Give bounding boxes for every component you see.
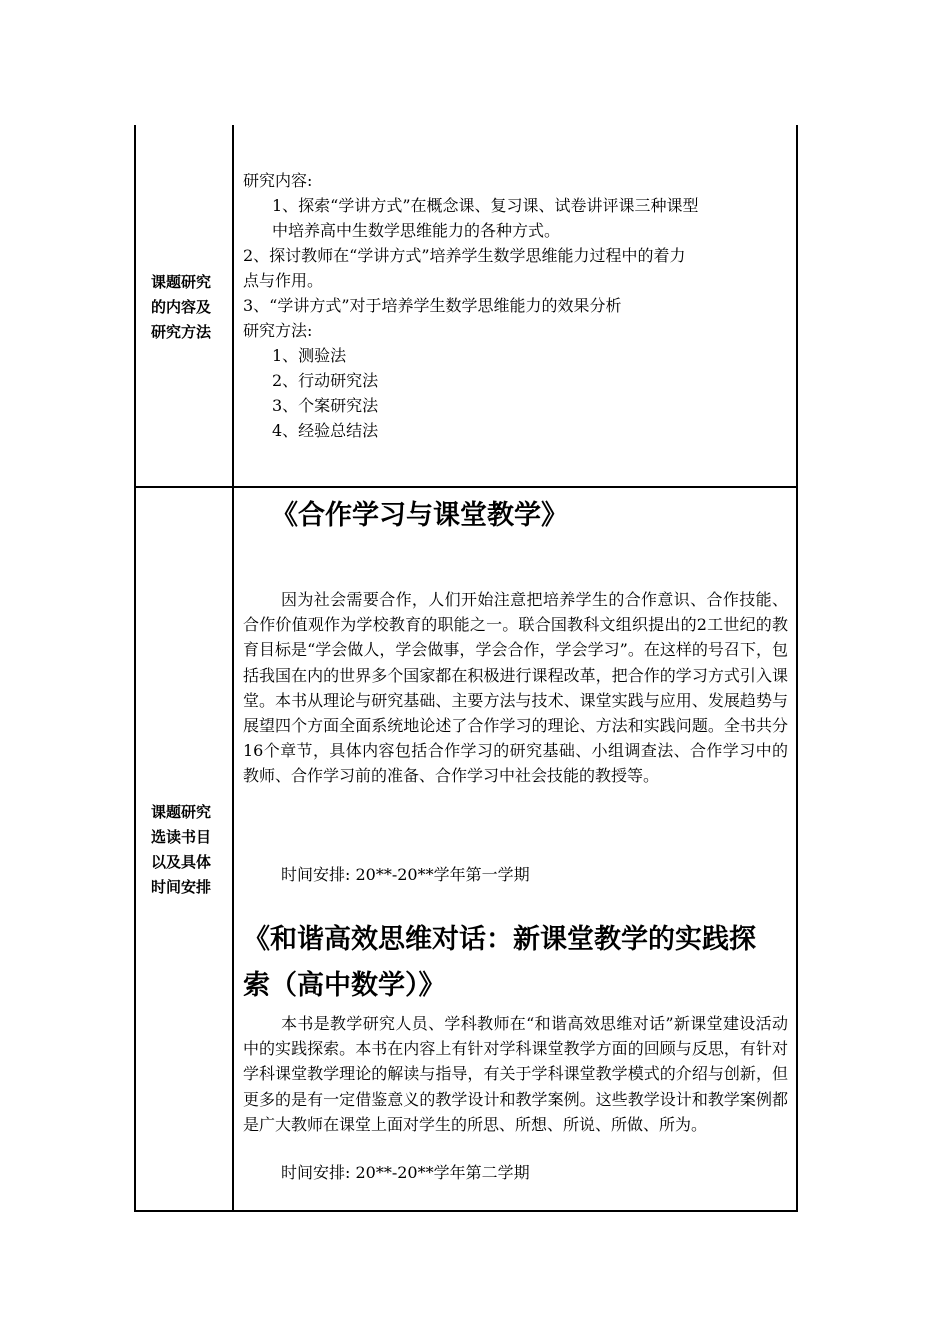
research-content-item-cont: 点与作用。	[243, 271, 324, 290]
row1-label-line: 研究方法	[150, 323, 211, 341]
row2-label-line: 选读书目	[150, 828, 211, 846]
research-method-item: 4、经验总结法	[272, 421, 379, 440]
table-bottom-border	[134, 1210, 798, 1212]
row2-label-line: 时间安排	[150, 878, 211, 896]
book1-schedule: 时间安排: 20**-20**学年第一学期	[281, 865, 530, 884]
row2-label-line: 以及具体	[150, 853, 211, 871]
table-right-border	[796, 125, 798, 1212]
research-content-heading: 研究内容:	[243, 171, 313, 190]
research-content-item: 1、探索“学讲方式”在概念课、复习课、试卷讲评课三种课型	[272, 196, 699, 215]
research-content-cell	[243, 168, 788, 443]
book2-title-line1: 《和谐高效思维对话：新课堂教学的实践探	[243, 924, 756, 955]
research-content-item: 3、“学讲方式”对于培养学生数学思维能力的效果分析	[243, 296, 622, 315]
book2-title-line2: 索（高中数学）》	[243, 970, 446, 1001]
research-content-item-cont: 中培养高中生数学思维能力的各种方式。	[272, 221, 561, 240]
research-content-item: 2、探讨教师在“学讲方式”培养学生数学思维能力过程中的着力	[243, 246, 686, 265]
research-method-item: 2、行动研究法	[272, 371, 379, 390]
research-method-item: 1、测验法	[272, 346, 347, 365]
table-column-divider	[232, 125, 234, 1212]
table-row-divider	[134, 486, 798, 488]
book1-title: 《合作学习与课堂教学》	[271, 500, 568, 531]
row2-label	[136, 800, 226, 900]
row1-label	[136, 270, 226, 345]
book1-description: 因为社会需要合作，人们开始注意把培养学生的合作意识、合作技能、合作价值观作为学校教育的职能之一。联合国教科文组织提出的2工世纪的教育目标是“学会做人，学会做事，学会合作，学会学习”。在这样的号召下，包括我国在内的世界多个国家都在积极进行课程改革，把合作的学习方式引入课堂。本书从理论与研究基础、主要方法与技术、课堂实践与应用、发展趋势与展望四个方面全面系统地论述了合作学习的理论、方法和实践问题。全书共分16个章节，具体内容包括合作学习的研究基础、小组调查法、合作学习中的教师、合作学习前的准备、合作学习中社会技能的教授等。	[243, 590, 788, 786]
research-method-heading: 研究方法:	[243, 321, 313, 340]
row1-label-line: 的内容及	[150, 298, 211, 316]
book2-schedule: 时间安排: 20**-20**学年第二学期	[281, 1163, 530, 1182]
book2-description: 本书是教学研究人员、学科教师在“和谐高效思维对话”新课堂建设活动中的实践探索。本书在内容上有针对学科课堂教学方面的回顾与反思，有针对学科课堂教学理论的解读与指导，有关于学科课堂教学模式的介绍与创新，但更多的是有一定借鉴意义的教学设计和教学案例。这些教学设计和教学案例都是广大教师在课堂上面对学生的所思、所想、所说、所做、所为。	[243, 1014, 788, 1134]
row1-label-line: 课题研究	[150, 273, 211, 291]
research-method-item: 3、个案研究法	[272, 396, 379, 415]
row2-label-line: 课题研究	[150, 803, 211, 821]
